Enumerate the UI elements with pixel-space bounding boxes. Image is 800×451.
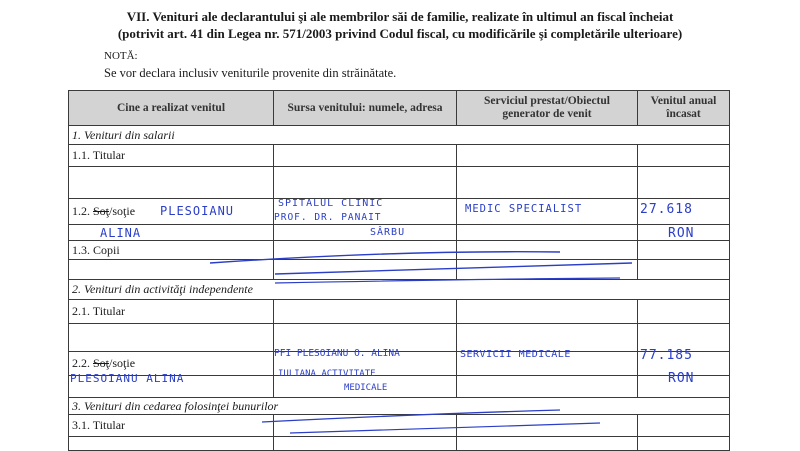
table-row	[69, 415, 730, 437]
handwritten-name: PLESOIANU	[160, 204, 235, 218]
row-label-titular: 3.1. Titular	[69, 415, 274, 437]
row-label-spouse: 2.2. Soţ/soţie	[69, 352, 274, 376]
row-label-titular: 2.1. Titular	[69, 300, 274, 324]
handwritten-source: SPITALUL CLINIC	[278, 198, 384, 209]
table-header-row	[69, 91, 730, 126]
handwritten-service: MEDIC SPECIALIST	[465, 203, 583, 215]
handwritten-amount: 77.185	[640, 348, 693, 363]
row-label-children: 1.3. Copii	[69, 241, 274, 260]
header-source: Sursa venitului: numele, adresa	[274, 91, 457, 126]
row-label-spouse: 1.2. Soţ/soţie	[69, 199, 274, 225]
note-label: NOTĂ:	[104, 50, 138, 62]
header-income: Venitul anual încasat	[638, 91, 730, 126]
section-rentals: 3. Venituri din cedarea folosinţei bunurilor	[69, 398, 730, 415]
section-row-salaries	[69, 126, 730, 145]
handwritten-source: SÂRBU	[370, 227, 406, 238]
income-table	[68, 90, 730, 451]
heading-line-2: (potrivit art. 41 din Legea nr. 571/2003 privind Codul fiscal, cu modificările şi completările ulterioare)	[117, 26, 683, 41]
handwritten-source: MEDICALE	[344, 383, 388, 393]
handwritten-amount: 27.618	[640, 202, 693, 217]
handwritten-source: PFI PLESOIANU O. ALINA	[274, 348, 400, 359]
handwritten-service: SERVICII MEDICALE	[460, 349, 571, 360]
handwritten-name: ALINA	[100, 226, 142, 240]
header-service: Serviciul prestat/Obiectul generator de venit	[457, 91, 638, 126]
handwritten-currency: RON	[668, 371, 695, 386]
section-row-rentals	[69, 398, 730, 415]
heading-line-1: VII. Venituri ale declarantului şi ale membrilor săi de familie, realizate în ultimul an fiscal încheiat	[126, 9, 674, 24]
section-row-independent	[69, 280, 730, 300]
header-who: Cine a realizat venitul	[69, 91, 274, 126]
table-row	[69, 167, 730, 199]
table-row	[69, 300, 730, 324]
table-row	[69, 145, 730, 167]
note-text: Se vor declara inclusiv veniturile provenite din străinătate.	[104, 66, 397, 80]
table-row	[69, 260, 730, 280]
handwritten-currency: RON	[668, 226, 695, 241]
handwritten-source: IULIANA ACTIVITATE	[278, 369, 376, 379]
handwritten-source: PROF. DR. PANAIT	[274, 212, 382, 223]
table-row	[69, 241, 730, 260]
section-independent: 2. Venituri din activităţi independente	[69, 280, 730, 300]
handwritten-name: PLESOIANU ALINA	[70, 372, 185, 385]
table-row	[69, 437, 730, 451]
section-salaries: 1. Venituri din salarii	[69, 126, 730, 145]
row-label-titular: 1.1. Titular	[69, 145, 274, 167]
section-heading	[0, 8, 800, 42]
